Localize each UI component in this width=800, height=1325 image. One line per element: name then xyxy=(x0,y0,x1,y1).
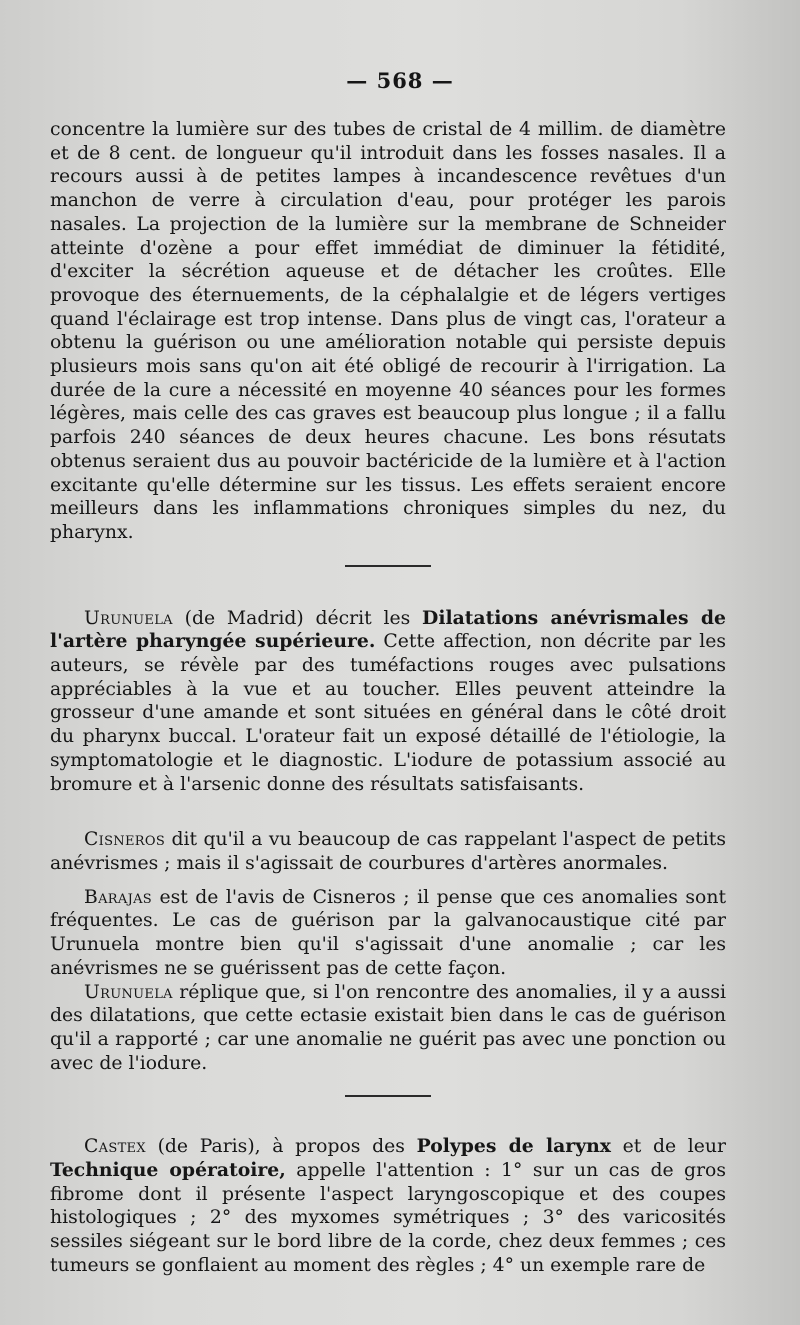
section-divider xyxy=(345,1095,431,1097)
paragraph-mid: et de leur xyxy=(610,1136,726,1158)
paragraph-body: appelle l'attention : 1° sur un cas de gros fibrome dont il présente l'aspect laryngoscopique et des coupes histologiques ; 2° des myxomes symétriques ; 3° des varicosités sessiles siégeant sur le bord libre de la corde, chez deux femmes ; ces tumeurs se gonflaient au moment des règles ; 4° un exemple rare de xyxy=(50,1160,726,1276)
topic-title-2: Technique opératoire, xyxy=(50,1159,286,1182)
speaker-name: Cisneros xyxy=(84,829,166,851)
paragraph-body: est de l'avis de Cisneros ; il pense que ces anomalies sont fréquentes. Le cas de guérison par la galvanocaustique cité par Urunuela montre bien qu'il s'agissait d'une anomalie ; car les anévrismes ne se guérissent pas de cette façon. xyxy=(50,886,726,979)
paragraph-barajas xyxy=(50,886,726,981)
text-column xyxy=(50,118,726,1278)
paragraph-ozena-light-therapy: concentre la lumière sur des tubes de cristal de 4 millim. de diamètre et de 8 cent. de longueur qu'il introduit dans les fosses nasales. Il a recours aussi à de petites lampes à incandescence revêtues d'un manchon de verre à circulation d'eau, pour protéger les parois nasales. La projection de la lumière sur la membrane de Schneider atteinte d'ozène a pour effet immédiat de diminuer la fétidité, d'exciter la sécrétion aqueuse et de détacher les croûtes. Elle provoque des éternuements, de la céphalalgie et de légers vertiges quand l'éclairage est trop intense. Dans plus de vingt cas, l'orateur a obtenu la guérison ou une amélioration notable qui persiste depuis plusieurs mois sans qu'on ait été obligé de recourir à l'irrigation. La durée de la cure a nécessité en moyenne 40 séances pour les formes légères, mais celle des cas graves est beaucoup plus longue ; il a fallu parfois 240 séances de deux heures chacune. Les bons résutats obtenus seraient dus au pouvoir bactéricide de la lumière et à l'action excitante qu'elle détermine sur les tissus. Les effets seraient encore meilleurs dans les inflammations chroniques simples du nez, du pharynx. xyxy=(50,119,726,543)
paragraph-body: dit qu'il a vu beaucoup de cas rappelant l'aspect de petits anévrismes ; mais il s'agissait de courbures d'artères anormales. xyxy=(50,829,726,874)
paragraph-urunuela-reply xyxy=(50,981,726,1076)
speaker-name: Barajas xyxy=(84,886,152,908)
paragraph-body: Cette affection, non décrite par les auteurs, se révèle par des tuméfactions rouges avec pulsations appréciables à la vue et au toucher. Elles peuvent atteindre la grosseur d'une amande et sont situées en général dans le côté droit du pharynx buccal. L'orateur fait un exposé détaillé de l'étiologie, la symptomatologie et le diagnostic. L'iodure de potassium associé au bromure et à l'arsenic donne des résultats satisfaisants. xyxy=(50,631,726,795)
paragraph-cisneros xyxy=(50,828,726,875)
speaker-name: Urunuela xyxy=(84,981,173,1003)
topic-title: Polypes de larynx xyxy=(416,1135,611,1158)
paragraph-urunuela-dilatations xyxy=(50,607,726,797)
paragraph-gap xyxy=(50,796,726,828)
paragraph-castex-polyps xyxy=(50,1135,726,1277)
speaker-name: Castex xyxy=(84,1136,146,1158)
topic-title: Dilatations anévrismales de l'artère pharyngée supérieure. xyxy=(50,606,726,653)
paragraph-intro: (de Paris), à propos des xyxy=(145,1136,417,1158)
paragraph-intro: (de Madrid) décrit les xyxy=(172,607,423,629)
page-number: — 568 — xyxy=(346,68,454,93)
paragraph-body: réplique que, si l'on rencontre des anomalies, il y a aussi des dilatations, que cette ectasie existait bien dans le cas de guérison qu'il a rapporté ; car une anomalie ne guérit pas avec une ponction ou avec de l'iodure. xyxy=(50,981,726,1074)
speaker-name: Urunuela xyxy=(84,607,173,629)
section-divider xyxy=(345,565,431,567)
